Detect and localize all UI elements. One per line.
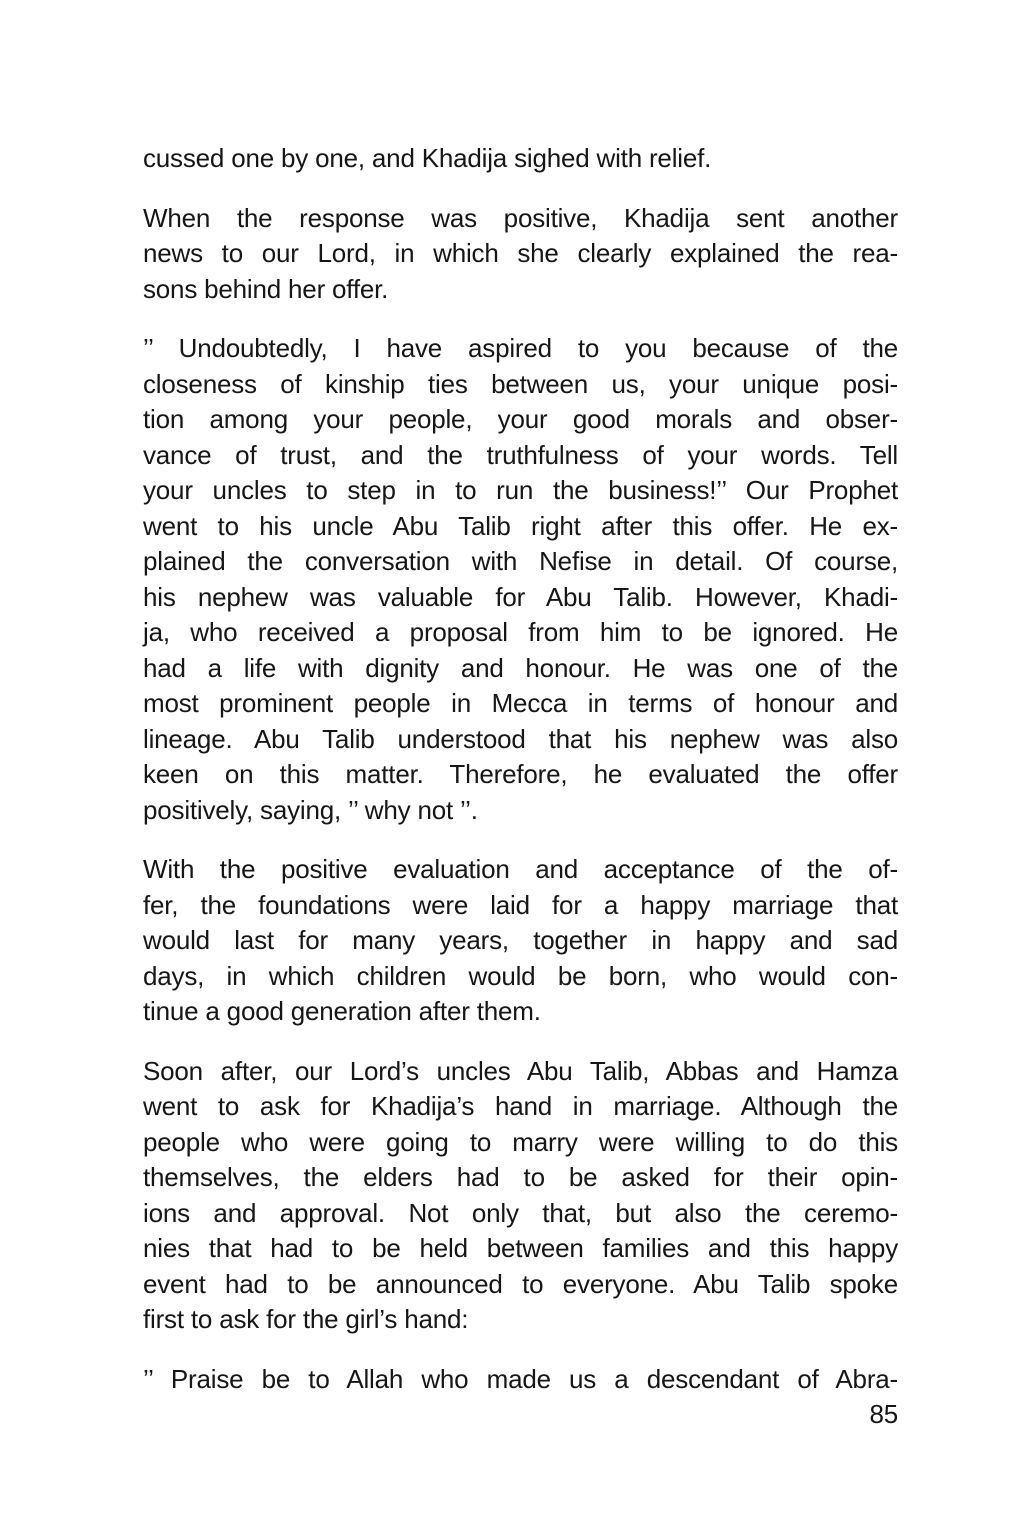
text-line: people who were going to marry were willing to do this xyxy=(143,1126,898,1157)
text-line: event had to be announced to everyone. Abu Talib spoke xyxy=(143,1268,898,1299)
text-line: ’’ Undoubtedly, I have aspired to you because of the xyxy=(143,333,898,363)
text-line: lineage. Abu Talib understood that his nephew was also xyxy=(143,723,898,754)
text-line: When the response was positive, Khadija sent another xyxy=(143,202,898,233)
paragraph xyxy=(143,1054,898,1338)
text-line: ions and approval. Not only that, but also the ceremo- xyxy=(143,1197,898,1228)
text-block xyxy=(143,141,898,1397)
text-line: your uncles to step in to run the business!’’ Our Prophet xyxy=(143,475,898,505)
text-line: cussed one by one, and Khadija sighed with relief. xyxy=(143,143,712,173)
text-line: tion among your people, your good morals and obser- xyxy=(143,404,898,434)
text-line: went to ask for Khadija’s hand in marriage. Although the xyxy=(143,1091,898,1121)
text-line: ja, who received a proposal from him to be ignored. He xyxy=(143,617,898,647)
text-line: sons behind her offer. xyxy=(143,273,389,304)
paragraph xyxy=(143,141,898,177)
text-line: closeness of kinship ties between us, your unique posi- xyxy=(143,368,898,399)
text-line: themselves, the elders had to be asked for their opin- xyxy=(143,1162,898,1192)
text-line: went to his uncle Abu Talib right after this offer. He ex- xyxy=(143,510,898,541)
page-number: 85 xyxy=(869,1399,898,1429)
text-line: had a life with dignity and honour. He was one of the xyxy=(143,652,898,683)
text-line: plained the conversation with Nefise in detail. Of course, xyxy=(143,546,898,576)
text-line: most prominent people in Mecca in terms of honour and xyxy=(143,688,898,718)
text-line: fer, the foundations were laid for a happy marriage that xyxy=(143,889,898,920)
paragraph xyxy=(143,852,898,1030)
text-line: Soon after, our Lord’s uncles Abu Talib, Abbas and Hamza xyxy=(143,1055,898,1086)
text-line: ’’ Praise be to Allah who made us a descendant of Abra- xyxy=(143,1363,898,1394)
paragraph xyxy=(143,1362,898,1398)
text-line: nies that had to be held between families and this happy xyxy=(143,1233,898,1263)
paragraph xyxy=(143,331,898,828)
text-line: his nephew was valuable for Abu Talib. However, Khadi- xyxy=(143,581,898,612)
text-line: keen on this matter. Therefore, he evaluated the offer xyxy=(143,759,898,789)
text-line: With the positive evaluation and acceptance of the of- xyxy=(143,854,898,884)
text-line: tinue a good generation after them. xyxy=(143,996,541,1026)
paragraph xyxy=(143,201,898,308)
text-line: vance of trust, and the truthfulness of your words. Tell xyxy=(143,439,898,470)
text-line: positively, saying, ’’ why not ’’. xyxy=(143,794,478,825)
text-line: news to our Lord, in which she clearly explained the rea- xyxy=(143,238,898,268)
text-line: days, in which children would be born, who would con- xyxy=(143,960,898,991)
text-line: first to ask for the girl’s hand: xyxy=(143,1304,469,1334)
text-line: would last for many years, together in happy and sad xyxy=(143,925,898,955)
